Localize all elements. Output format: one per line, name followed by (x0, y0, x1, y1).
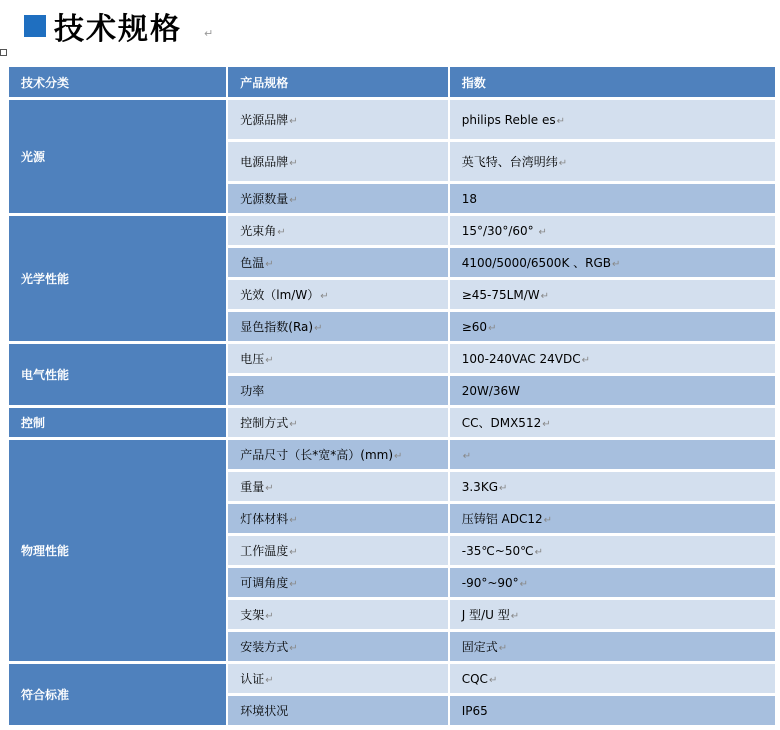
spec-cell (228, 248, 447, 277)
value-label: 4100/5000/6500K 、RGB (461, 256, 611, 270)
value-label: ≥60 (461, 319, 488, 334)
value-label: 压铸铝 ADC12 (461, 512, 543, 526)
value-label: 英飞特、台湾明纬 (461, 155, 558, 169)
spec-label: 安装方式 (240, 640, 289, 654)
paragraph-mark-icon: ↵ (265, 259, 274, 270)
value-cell (450, 408, 775, 437)
category-physical: 物理性能 (9, 440, 226, 661)
value-label: 100-240VAC 24VDC (461, 351, 581, 366)
spec-cell (228, 472, 447, 501)
paragraph-mark-icon: ↵ (289, 547, 298, 558)
paragraph-mark-icon: ↵ (488, 322, 497, 334)
value-label: J 型/U 型 (461, 608, 510, 622)
table-row (9, 216, 775, 245)
paragraph-mark-icon: ↵ (540, 290, 549, 302)
spec-label: 产品尺寸（长*宽*高）(mm) (240, 448, 394, 462)
value-cell (450, 312, 775, 341)
spec-label: 重量 (240, 480, 265, 494)
value-cell (450, 184, 775, 213)
table-row (9, 440, 775, 469)
spec-label: 色温 (240, 256, 265, 270)
paragraph-mark-icon: ↵ (289, 116, 298, 127)
spec-label: 控制方式 (240, 416, 289, 430)
paragraph-mark-icon: ↵ (265, 675, 274, 686)
title-square-icon (24, 15, 46, 37)
table-row (9, 664, 775, 693)
value-cell (450, 504, 775, 533)
header-spec: 产品规格 (228, 67, 447, 97)
spec-label: 电压 (240, 352, 265, 366)
page-title-bar (24, 6, 213, 46)
paragraph-mark-icon: ↵ (265, 611, 274, 622)
value-label: IP65 (461, 703, 488, 718)
paragraph-mark-icon: ↵ (289, 515, 298, 526)
header-value: 指数 (450, 67, 775, 97)
paragraph-mark-icon: ↵ (289, 419, 298, 430)
table-row (9, 344, 775, 373)
value-cell (450, 472, 775, 501)
table-row (9, 100, 775, 139)
spec-label: 可调角度 (240, 576, 289, 590)
paragraph-mark-icon: ↵ (289, 643, 298, 654)
paragraph-mark-icon: ↵ (498, 643, 508, 654)
spec-cell (228, 216, 447, 245)
spec-cell (228, 142, 447, 181)
value-cell (450, 280, 775, 309)
value-cell (450, 696, 775, 725)
value-cell (450, 568, 775, 597)
paragraph-mark-icon: ↵ (289, 195, 298, 206)
spec-cell (228, 440, 447, 469)
category-standards: 符合标准 (9, 664, 226, 725)
value-cell (450, 440, 775, 469)
spec-cell (228, 696, 447, 725)
value-label: 固定式 (461, 640, 498, 654)
category-optical: 光学性能 (9, 216, 226, 341)
paragraph-mark-icon: ↵ (534, 546, 544, 558)
value-label: 20W/36W (461, 383, 521, 398)
spec-label: 光源数量 (240, 192, 289, 206)
paragraph-mark-icon: ↵ (314, 323, 323, 334)
value-cell (450, 536, 775, 565)
paragraph-mark-icon: ↵ (204, 26, 214, 40)
value-label: philips Reble es (461, 112, 556, 127)
paragraph-mark-icon: ↵ (556, 115, 565, 127)
value-cell (450, 142, 775, 181)
spec-cell (228, 536, 447, 565)
value-label: CC、DMX512 (461, 416, 542, 430)
paragraph-mark-icon: ↵ (519, 578, 529, 590)
paragraph-mark-icon: ↵ (612, 259, 621, 270)
spec-cell (228, 312, 447, 341)
category-control: 控制 (9, 408, 226, 437)
category-light-source: 光源 (9, 100, 226, 213)
paragraph-mark-icon: ↵ (394, 451, 403, 462)
spec-label: 支架 (240, 608, 265, 622)
paragraph-mark-icon: ↵ (510, 611, 520, 622)
spec-label: 光效（lm/W） (240, 288, 320, 302)
paragraph-mark-icon: ↵ (542, 419, 551, 430)
paragraph-mark-icon: ↵ (581, 354, 590, 366)
table-header-row (9, 67, 775, 97)
value-cell (450, 100, 775, 139)
value-label: 18 (461, 191, 478, 206)
spec-label: 环境状况 (240, 704, 289, 718)
value-cell (450, 376, 775, 405)
value-label: ≥45-75LM/W (461, 287, 540, 302)
paragraph-mark-icon: ↵ (289, 158, 298, 169)
spec-label: 光源品牌 (240, 113, 289, 127)
paragraph-mark-icon: ↵ (462, 450, 472, 462)
spec-cell (228, 632, 447, 661)
paragraph-mark-icon: ↵ (488, 674, 498, 686)
value-cell (450, 600, 775, 629)
spec-cell (228, 600, 447, 629)
paragraph-mark-icon: ↵ (289, 579, 298, 590)
paragraph-mark-icon: ↵ (265, 355, 274, 366)
spec-label: 工作温度 (240, 544, 289, 558)
value-cell (450, 632, 775, 661)
spec-cell (228, 408, 447, 437)
value-cell (450, 216, 775, 245)
spec-label: 电源品牌 (240, 155, 289, 169)
paragraph-mark-icon: ↵ (277, 227, 286, 238)
spec-cell (228, 100, 447, 139)
category-electrical: 电气性能 (9, 344, 226, 405)
spec-cell (228, 344, 447, 373)
spec-label: 灯体材料 (240, 512, 289, 526)
value-label: -35℃~50℃ (461, 543, 534, 558)
spec-label: 功率 (240, 384, 265, 398)
spec-table (7, 64, 777, 728)
spec-cell (228, 280, 447, 309)
spec-cell (228, 184, 447, 213)
paragraph-mark-icon: ↵ (538, 226, 547, 238)
paragraph-mark-icon: ↵ (558, 158, 568, 169)
spec-cell (228, 504, 447, 533)
table-row (9, 408, 775, 437)
spec-cell (228, 568, 447, 597)
value-cell (450, 664, 775, 693)
header-category: 技术分类 (9, 67, 226, 97)
value-cell (450, 248, 775, 277)
value-label: CQC (461, 671, 488, 686)
spec-cell (228, 376, 447, 405)
spec-label: 显色指数(Ra) (240, 320, 314, 334)
value-label: 15°/30°/60° (461, 223, 538, 238)
table-anchor-icon (0, 49, 7, 56)
spec-label: 认证 (240, 672, 265, 686)
paragraph-mark-icon: ↵ (265, 483, 274, 494)
paragraph-mark-icon: ↵ (543, 515, 553, 526)
paragraph-mark-icon: ↵ (320, 291, 329, 302)
paragraph-mark-icon: ↵ (499, 482, 508, 494)
value-label: -90°~90° (461, 575, 519, 590)
page-title: 技术规格 (54, 12, 182, 47)
value-cell (450, 344, 775, 373)
spec-label: 光束角 (240, 224, 277, 238)
value-label: 3.3KG (461, 479, 498, 494)
spec-cell (228, 664, 447, 693)
